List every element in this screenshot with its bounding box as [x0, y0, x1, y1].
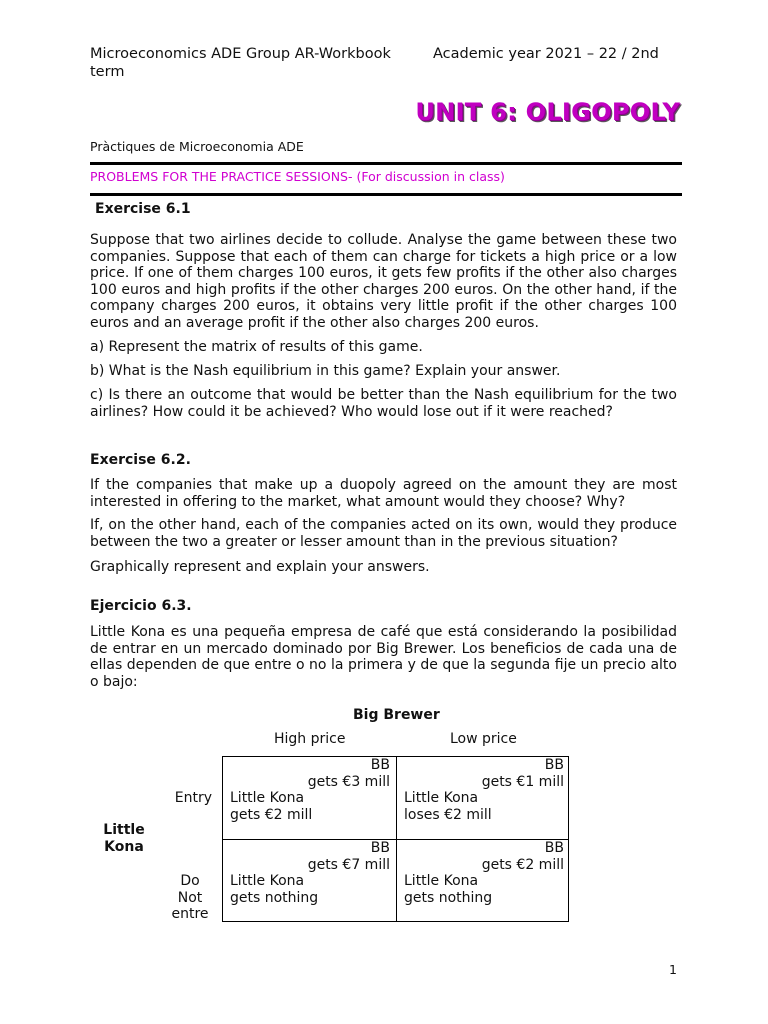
payoff-matrix [222, 756, 569, 922]
noentry-line2: Not [177, 889, 203, 906]
exercise-6-2-p2: If, on the other hand, each of the companies acted on its own, would they produce between the two a greater or lesser amount than in the previous situation? [90, 517, 677, 550]
problems-title: PROBLEMS FOR THE PRACTICE SESSIONS- (For discussion in class) [90, 169, 505, 184]
cell-lk-payoff: gets nothing [230, 889, 319, 906]
matrix-col-low: Low price [450, 731, 517, 747]
cell-lk-label: Little Kona [230, 873, 305, 889]
cell-lk-payoff: loses €2 mill [404, 806, 492, 823]
page-header [90, 45, 690, 81]
page-number: 1 [669, 962, 677, 977]
bottom-rule [90, 193, 682, 196]
exercise-6-2-title: Exercise 6.2. [90, 452, 191, 468]
cell-lk-payoff: gets €2 mill [230, 806, 313, 823]
row-player-line1: Little [103, 822, 145, 838]
cell-bb-payoff: gets €7 mill [307, 856, 390, 873]
unit-title: UNIT 6: OLIGOPOLY [415, 98, 680, 126]
exercise-6-1-title: Exercise 6.1 [95, 201, 191, 217]
cell-noentry-high [223, 840, 396, 922]
cell-entry-high [223, 757, 396, 839]
cell-bb-label: BB [544, 757, 564, 773]
cell-bb-payoff: gets €3 mill [307, 773, 390, 790]
row-player-line2: Kona [104, 839, 144, 855]
header-right: Academic year 2021 – 22 / 2nd [433, 46, 659, 62]
cell-noentry-low [397, 840, 570, 922]
matrix-row-player [100, 822, 148, 856]
noentry-line3: entre [171, 906, 209, 922]
matrix-column-player: Big Brewer [353, 707, 440, 723]
exercise-6-3-intro: Little Kona es una pequeña empresa de café que está considerando la posibilidad de entrar en un mercado dominado por Big Brewer. Los beneficios de cada una de ellas dependen de que entre o no la primera y de que la segunda fije un precio alto o bajo: [90, 624, 677, 690]
header-left-line2: term [90, 64, 125, 80]
cell-bb-payoff: gets €1 mill [481, 773, 564, 790]
exercise-6-2-p3: Graphically represent and explain your answers. [90, 559, 430, 575]
exercise-6-3-title: Ejercicio 6.3. [90, 598, 192, 614]
cell-lk-label: Little Kona [230, 790, 305, 806]
exercise-6-1-intro: Suppose that two airlines decide to collude. Analyse the game between these two companies. Suppose that each of them can charge for tickets a high price or a low price. If one of them charges 100 euros, it gets few profits if the other also charges 100 euros and high profits if the other charges 200 euros. On the other hand, if the company charges 200 euros, it obtains very little profit if the other charges 100 euros and an average profit if the other also charges 200 euros. [90, 232, 677, 331]
header-left-line1: Microeconomics ADE Group AR-Workbook [90, 46, 391, 62]
cell-entry-low [397, 757, 570, 839]
cell-bb-label: BB [370, 757, 390, 773]
cell-lk-payoff: gets nothing [404, 889, 493, 906]
exercise-6-1-c: c) Is there an outcome that would be better than the Nash equilibrium for the two airlines? How could it be achieved? Who would lose out if it were reached? [90, 387, 677, 420]
subheader: Pràctiques de Microeconomia ADE [90, 139, 304, 154]
matrix-row-entry: Entry [174, 790, 212, 806]
top-rule [90, 162, 682, 165]
cell-lk-label: Little Kona [404, 873, 479, 889]
exercise-6-1-b: b) What is the Nash equilibrium in this game? Explain your answer. [90, 363, 561, 379]
matrix-col-high: High price [274, 731, 346, 747]
cell-bb-label: BB [544, 840, 564, 856]
matrix-row-noentry [168, 873, 212, 923]
cell-bb-payoff: gets €2 mill [481, 856, 564, 873]
exercise-6-2-p1: If the companies that make up a duopoly agreed on the amount they are most interested in offering to the market, what amount would they choose? Why? [90, 477, 677, 510]
cell-lk-label: Little Kona [404, 790, 479, 806]
cell-bb-label: BB [370, 840, 390, 856]
noentry-line1: Do [180, 873, 200, 889]
exercise-6-1-a: a) Represent the matrix of results of this game. [90, 339, 423, 355]
